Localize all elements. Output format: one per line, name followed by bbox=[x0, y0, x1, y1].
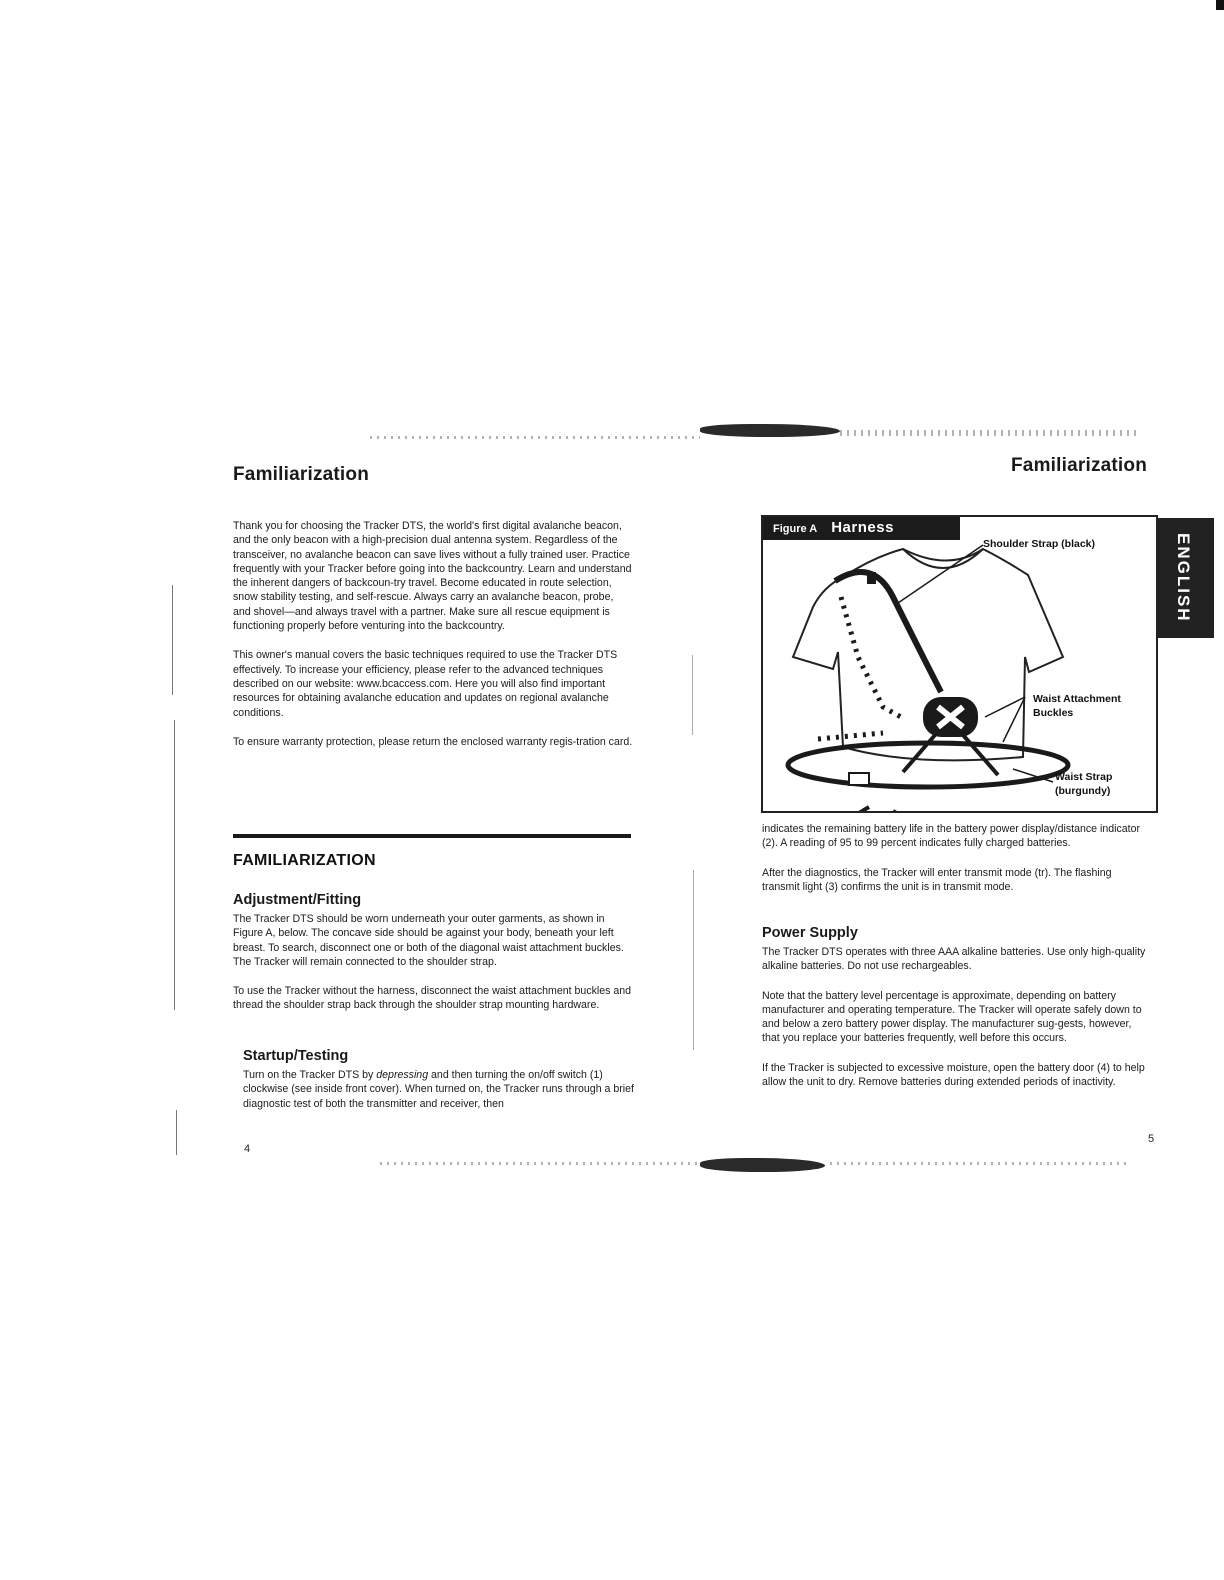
fold-shadow-bottom-center bbox=[700, 1158, 825, 1172]
label-waist-strap-line1: Waist Strap bbox=[1055, 771, 1113, 783]
label-waist-attachment-line1: Waist Attachment bbox=[1033, 693, 1121, 705]
adjustment-section bbox=[233, 892, 633, 1013]
pointer-buckle-2 bbox=[1003, 697, 1025, 742]
adjustment-paragraph: To use the Tracker without the harness, disconnect the waist attachment buckles and thread the shoulder strap back through the shoulder strap mounting hardware. bbox=[233, 985, 632, 1012]
startup-emphasis: depressing bbox=[376, 1069, 429, 1081]
tshirt-collar bbox=[903, 549, 983, 568]
figure-number: Figure A bbox=[773, 523, 818, 535]
intro-text bbox=[233, 519, 633, 749]
power-paragraph: Note that the battery level percentage is approximate, depending on battery manufacturer and operating temperature. The Tracker will operate safely down to and below a zero battery power display. The manufacturer sug-gests, however, that you replace your batteries frequently, well before this occurs. bbox=[762, 989, 1142, 1045]
page-number-left: 4 bbox=[244, 1143, 251, 1155]
label-waist-attachment bbox=[1033, 692, 1121, 720]
label-waist-attachment-line2: Buckles bbox=[1033, 707, 1074, 719]
side-buckle bbox=[849, 773, 869, 785]
gutter-mark-1 bbox=[692, 655, 693, 735]
language-tab bbox=[1152, 518, 1214, 638]
fold-shadow-top-center bbox=[700, 424, 840, 437]
continuation-paragraph: indicates the remaining battery life in the battery power display/distance indicator (2). A reading of 95 to 99 percent indicates fully charged batteries. bbox=[762, 823, 1141, 850]
power-heading: Power Supply bbox=[762, 925, 858, 941]
language-tab-label: ENGLISH bbox=[1174, 533, 1193, 623]
section-title: FAMILIARIZATION bbox=[233, 852, 376, 869]
startup-text-after: and then turning the on/off switch (1) clockwise (see inside front cover). When turned on, the Tracker runs through a brief diagnostic test of both the transmitter and receiver, then bbox=[243, 1069, 634, 1110]
startup-paragraph bbox=[243, 1068, 635, 1111]
label-shoulder-strap: Shoulder Strap (black) bbox=[983, 538, 1096, 550]
fold-shadow-bottom-left bbox=[380, 1162, 700, 1165]
adjust-arrow bbox=[859, 807, 903, 811]
fold-shadow-bottom-right bbox=[830, 1162, 1130, 1165]
adjustment-paragraph: The Tracker DTS should be worn underneath your outer garments, as shown in Figure A, below. The concave side should be against your body, beneath your left breast. To search, disconnect one or both of the diagonal waist attachment buckles. The Tracker will remain connected to the shoulder strap. bbox=[233, 913, 624, 968]
page-number-right: 5 bbox=[1148, 1133, 1155, 1145]
startup-heading: Startup/Testing bbox=[243, 1048, 349, 1064]
intro-paragraph: This owner's manual covers the basic techniques required to use the Tracker DTS effectively. To increase your efficiency, please refer to the advanced techniques described on our website: www.bcaccess.com. Here you will also find important resources for obtaining avalanche education and updates on regional avalanche conditions. bbox=[233, 649, 618, 719]
intro-paragraph: Thank you for choosing the Tracker DTS, the world's first digital avalanche beacon, and the only beacon with a high-precision dual antenna system. Regardless of the transceiver, no avalanche beacon can save lives without a fully trained user. Practice frequently with your Tracker before going into the backcountry. Learn and understand the inherent dangers of backcoun-try travel. Become educated in route selection, snow stability testing, and self-rescue. Always carry an avalanche beacon, probe, and shovel—and always travel with a partner. Make sure all rescue equipment is functioning properly before venturing into the backcountry. bbox=[233, 520, 632, 633]
continuation-text bbox=[762, 822, 1152, 894]
margin-mark-left-2 bbox=[174, 720, 175, 1010]
pointer-buckle-1 bbox=[985, 697, 1025, 717]
startup-section bbox=[243, 1048, 635, 1111]
label-waist-strap bbox=[1055, 770, 1112, 798]
scan-edge-mark bbox=[1216, 0, 1224, 10]
margin-mark-left-3 bbox=[176, 1110, 177, 1155]
back-strap-dotted bbox=[841, 597, 901, 717]
right-running-head: Familiarization bbox=[1011, 455, 1148, 476]
startup-text-before: Turn on the Tracker DTS by bbox=[243, 1069, 377, 1081]
label-waist-strap-line2: (burgundy) bbox=[1055, 785, 1111, 797]
intro-paragraph: To ensure warranty protection, please return the enclosed warranty regis-tration card. bbox=[233, 735, 633, 748]
fold-shadow-top-left bbox=[370, 436, 700, 439]
harness-illustration bbox=[763, 517, 1156, 811]
fold-shadow-top-right bbox=[840, 430, 1140, 436]
power-paragraph: The Tracker DTS operates with three AAA alkaline batteries. Use only high-quality alkaline batteries. Do not use rechargeables. bbox=[762, 946, 1146, 973]
figure-title: Harness bbox=[831, 519, 894, 536]
continuation-paragraph: After the diagnostics, the Tracker will enter transmit mode (tr). The flashing transmit light (3) confirms the unit is in transmit mode. bbox=[762, 866, 1112, 893]
section-rule bbox=[233, 834, 631, 838]
margin-mark-left-1 bbox=[172, 585, 173, 695]
power-paragraph: If the Tracker is subjected to excessive moisture, open the battery door (4) to help allow the unit to dry. Remove batteries during extended periods of inactivity. bbox=[762, 1061, 1145, 1089]
adjustment-heading: Adjustment/Fitting bbox=[233, 892, 362, 908]
waist-strap-dotted bbox=[818, 733, 883, 739]
gutter-mark-2 bbox=[693, 870, 694, 1050]
power-section bbox=[762, 925, 1152, 1089]
figure-a-harness bbox=[761, 515, 1158, 813]
left-running-head: Familiarization bbox=[233, 464, 370, 485]
strap-adjuster bbox=[867, 572, 876, 584]
waist-strap bbox=[788, 743, 1068, 787]
waist-attachment-right bbox=[963, 735, 998, 775]
